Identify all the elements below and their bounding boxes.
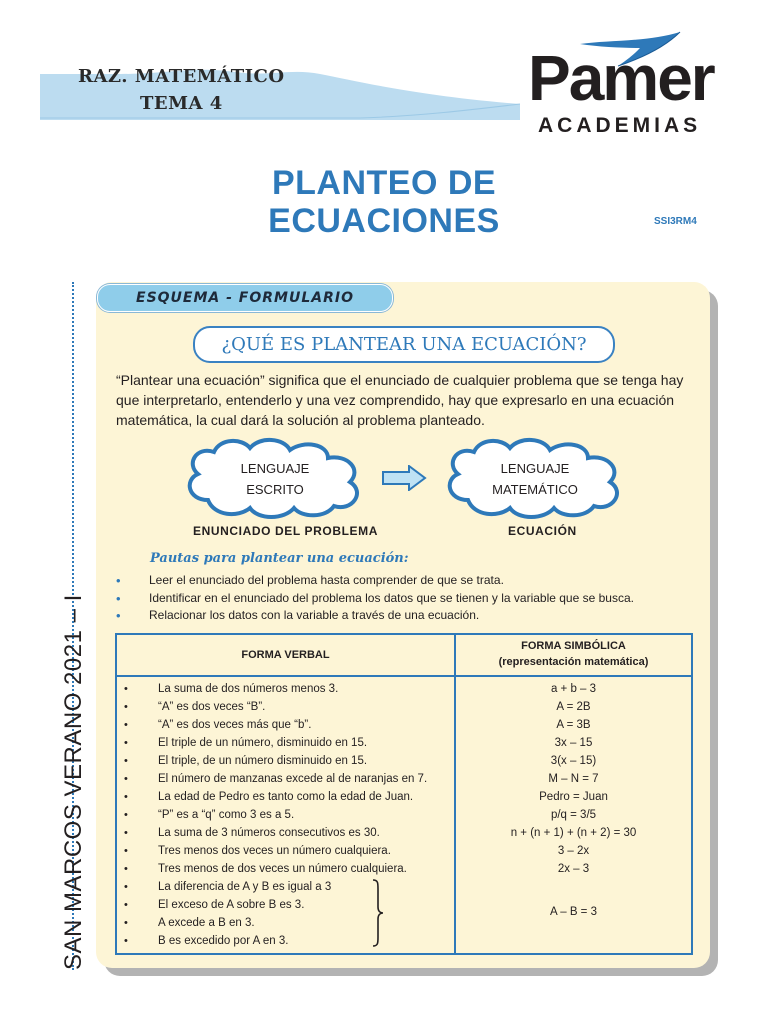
table-row xyxy=(117,860,691,878)
verbal-cell: El triple de un número, disminuido en 15. xyxy=(158,737,368,749)
symbolic-cell: a + b – 3 xyxy=(550,683,597,695)
group-symbolic-cell: A – B = 3 xyxy=(550,906,597,918)
table-row xyxy=(117,770,691,788)
table-row xyxy=(117,932,691,950)
course-label: RAZ. MATEMÁTICO xyxy=(78,66,285,87)
row-bullet: • xyxy=(124,917,128,929)
table-row xyxy=(117,842,691,860)
row-bullet: • xyxy=(124,899,128,911)
pautas-list xyxy=(116,572,634,625)
side-vertical-text: SAN MARCOS VERANO 2021 – I xyxy=(60,594,87,970)
row-bullet: • xyxy=(124,845,128,857)
right-caption: ECUACIÓN xyxy=(508,524,577,538)
symbolic-cell: Pedro = Juan xyxy=(539,791,608,803)
symbolic-cell: 3x – 15 xyxy=(554,737,593,749)
table-row xyxy=(117,716,691,734)
table-header xyxy=(117,635,691,677)
symbolic-cell: M – N = 7 xyxy=(548,773,599,785)
intro-paragraph: “Plantear una ecuación” significa que el enunciado de cualquier problema que se tenga hay que interpretarlo, entenderlo y una vez comprendido, hay que expresarlo en una ecuación matemática, la cual dará la solución al problema planteado. xyxy=(116,372,684,428)
logo-wordmark: Pamer xyxy=(528,42,714,114)
table-row xyxy=(117,788,691,806)
row-bullet: • xyxy=(124,791,128,803)
symbolic-cell: A = 3B xyxy=(556,719,591,731)
pautas-item: • Identificar en el enunciado del problema los datos que se tienen y la variable que se busca. xyxy=(116,590,634,608)
arrow-right-icon xyxy=(381,465,427,491)
pautas-title: Pautas para plantear una ecuación: xyxy=(150,551,409,566)
grouping-brace-icon xyxy=(371,879,385,947)
section-label-pill xyxy=(97,284,393,312)
title-line-2: ECUACIONES xyxy=(268,202,500,240)
row-bullet: • xyxy=(124,719,128,731)
verbal-cell: La suma de dos números menos 3. xyxy=(158,683,339,695)
row-bullet: • xyxy=(124,755,128,767)
logo-subtitle: ACADEMIAS xyxy=(538,114,702,137)
table-row xyxy=(117,752,691,770)
verbal-cell: La edad de Pedro es tanto como la edad de Juan. xyxy=(158,791,414,803)
symbolic-cell: 3(x – 15) xyxy=(550,755,597,767)
verbal-cell: “P” es a “q” como 3 es a 5. xyxy=(158,809,295,821)
verbal-cell: B es excedido por A en 3. xyxy=(158,935,289,947)
question-text: ¿QUÉ ES PLANTEAR UNA ECUACIÓN? xyxy=(221,334,587,355)
equivalence-table xyxy=(115,633,693,955)
row-bullet: • xyxy=(124,701,128,713)
table-row xyxy=(117,824,691,842)
cloud-left-text: LENGUAJE ESCRITO xyxy=(240,461,310,497)
title-line-1: PLANTEO DE xyxy=(271,164,497,202)
row-bullet: • xyxy=(124,863,128,875)
verbal-cell: A excede a B en 3. xyxy=(158,917,255,929)
left-caption: ENUNCIADO DEL PROBLEMA xyxy=(193,524,378,538)
row-bullet: • xyxy=(124,935,128,947)
row-bullet: • xyxy=(124,773,128,785)
table-row xyxy=(117,806,691,824)
verbal-cell: El triple, de un número disminuido en 15. xyxy=(158,755,368,767)
cloud-right-text: LENGUAJE MATEMÁTICO xyxy=(492,461,578,497)
header-col-verbal: FORMA VERBAL xyxy=(241,649,330,661)
verbal-cell: “A” es dos veces más que “b”. xyxy=(158,719,312,731)
row-bullet: • xyxy=(124,827,128,839)
topic-label: TEMA 4 xyxy=(140,93,223,114)
symbolic-cell: n + (n + 1) + (n + 2) = 30 xyxy=(510,827,637,839)
symbolic-cell: 2x – 3 xyxy=(557,863,590,875)
table-row xyxy=(117,698,691,716)
table-row xyxy=(117,680,691,698)
verbal-cell: Tres menos de dos veces un número cualquiera. xyxy=(158,863,407,875)
verbal-cell: Tres menos dos veces un número cualquiera. xyxy=(158,845,391,857)
section-label-text: ESQUEMA - FORMULARIO xyxy=(136,290,354,306)
pautas-item: • Leer el enunciado del problema hasta comprender de que se trata. xyxy=(116,572,634,590)
symbolic-cell: p/q = 3/5 xyxy=(550,809,597,821)
verbal-cell: “A” es dos veces “B”. xyxy=(158,701,266,713)
row-bullet: • xyxy=(124,809,128,821)
row-bullet: • xyxy=(124,737,128,749)
question-heading xyxy=(193,326,615,363)
page-title xyxy=(180,164,588,240)
symbolic-cell: 3 – 2x xyxy=(557,845,590,857)
table-row xyxy=(117,734,691,752)
verbal-cell: El exceso de A sobre B es 3. xyxy=(158,899,305,911)
document-code: SSI3RM4 xyxy=(654,216,697,227)
symbolic-cell: A = 2B xyxy=(556,701,591,713)
table-row xyxy=(117,878,691,896)
header-col-symbolic: FORMA SIMBÓLICA (representación matemática) xyxy=(498,640,649,668)
verbal-cell: La suma de 3 números consecutivos es 30. xyxy=(158,827,380,839)
row-bullet: • xyxy=(124,881,128,893)
pautas-item: • Relacionar los datos con la variable a través de una ecuación. xyxy=(116,607,634,625)
verbal-cell: La diferencia de A y B es igual a 3 xyxy=(158,881,332,893)
row-bullet: • xyxy=(124,683,128,695)
verbal-cell: El número de manzanas excede al de naranjas en 7. xyxy=(158,773,428,785)
